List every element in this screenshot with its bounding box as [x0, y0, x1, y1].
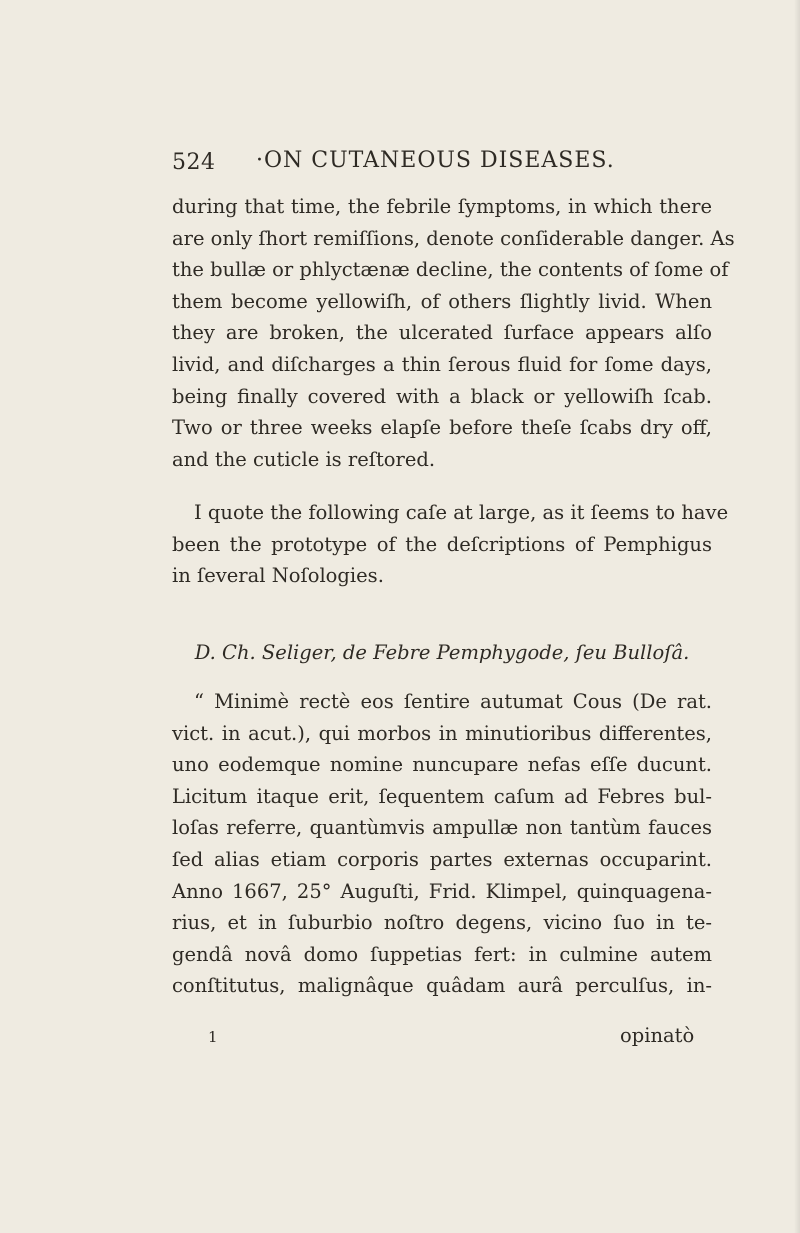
page-number: 524 — [172, 150, 216, 175]
text-line: gendâ novâ domo ſuppetias fert: in culmine autem — [172, 942, 712, 966]
text-line: ſed alias etiam corporis partes externas occuparint. — [172, 847, 712, 871]
text-line: loſas referre, quantùmvis ampullæ non tantùm fauces — [172, 816, 712, 840]
text-line: in ſeveral Noſologies. — [172, 564, 384, 588]
text-line: the bullæ or phlyctænæ decline, the contents of ſome of — [172, 258, 729, 282]
text-line: Anno 1667, 25° Auguſti, Frid. Klimpel, quinquagena- — [172, 879, 712, 903]
text-line: vict. in acut.), qui morbos in minutioribus differentes, — [172, 721, 712, 745]
citation-heading: D. Ch. Seliger, de Febre Pemphygode, ſeu Bulloſâ. — [194, 641, 690, 664]
text-line: and the cuticle is reſtored. — [172, 447, 436, 471]
text-line: “ Minimè rectè eos ſentire autumat Cous (De rat. — [194, 690, 712, 713]
text-line: them become yellowiſh, of others ſlightly livid. When — [172, 289, 712, 313]
text-line: I quote the following caſe at large, as it ſeems to have — [194, 501, 729, 524]
page-edge-shadow — [794, 0, 800, 1233]
text-line: are only ſhort remiſſions, denote conſiderable danger. As — [172, 226, 735, 250]
paragraph-2 — [172, 497, 729, 592]
paragraph-1 — [172, 191, 735, 475]
text-line: conſtitutus, malignâque quâdam aurâ perculſus, in- — [172, 974, 712, 998]
text-line: rius, et in ſuburbio noſtro degens, vicino ſuo in te- — [172, 911, 712, 935]
catchword: opinatò — [620, 1024, 695, 1047]
text-line: being finally covered with a black or yellowiſh ſcab. — [172, 384, 712, 408]
text-line: livid, and diſcharges a thin ſerous fluid for ſome days, — [172, 352, 712, 376]
signature-mark: 1 — [208, 1028, 218, 1046]
running-head — [172, 146, 692, 180]
text-line: been the prototype of the deſcriptions of Pemphigus — [172, 532, 712, 556]
page-title: ·ON CUTANEOUS DISEASES. — [256, 148, 615, 173]
text-line: Licitum itaque erit, ſequentem caſum ad Febres bul- — [172, 784, 712, 808]
latin-quotation — [172, 686, 712, 1002]
text-line: Two or three weeks elapſe before theſe ſcabs dry off, — [172, 416, 712, 440]
text-line: they are broken, the ulcerated ſurface appears alſo — [172, 321, 712, 345]
text-line: uno eodemque nomine nuncupare nefas eſſe ducunt. — [172, 753, 712, 777]
text-line: during that time, the febrile ſymptoms, in which there — [172, 195, 712, 218]
